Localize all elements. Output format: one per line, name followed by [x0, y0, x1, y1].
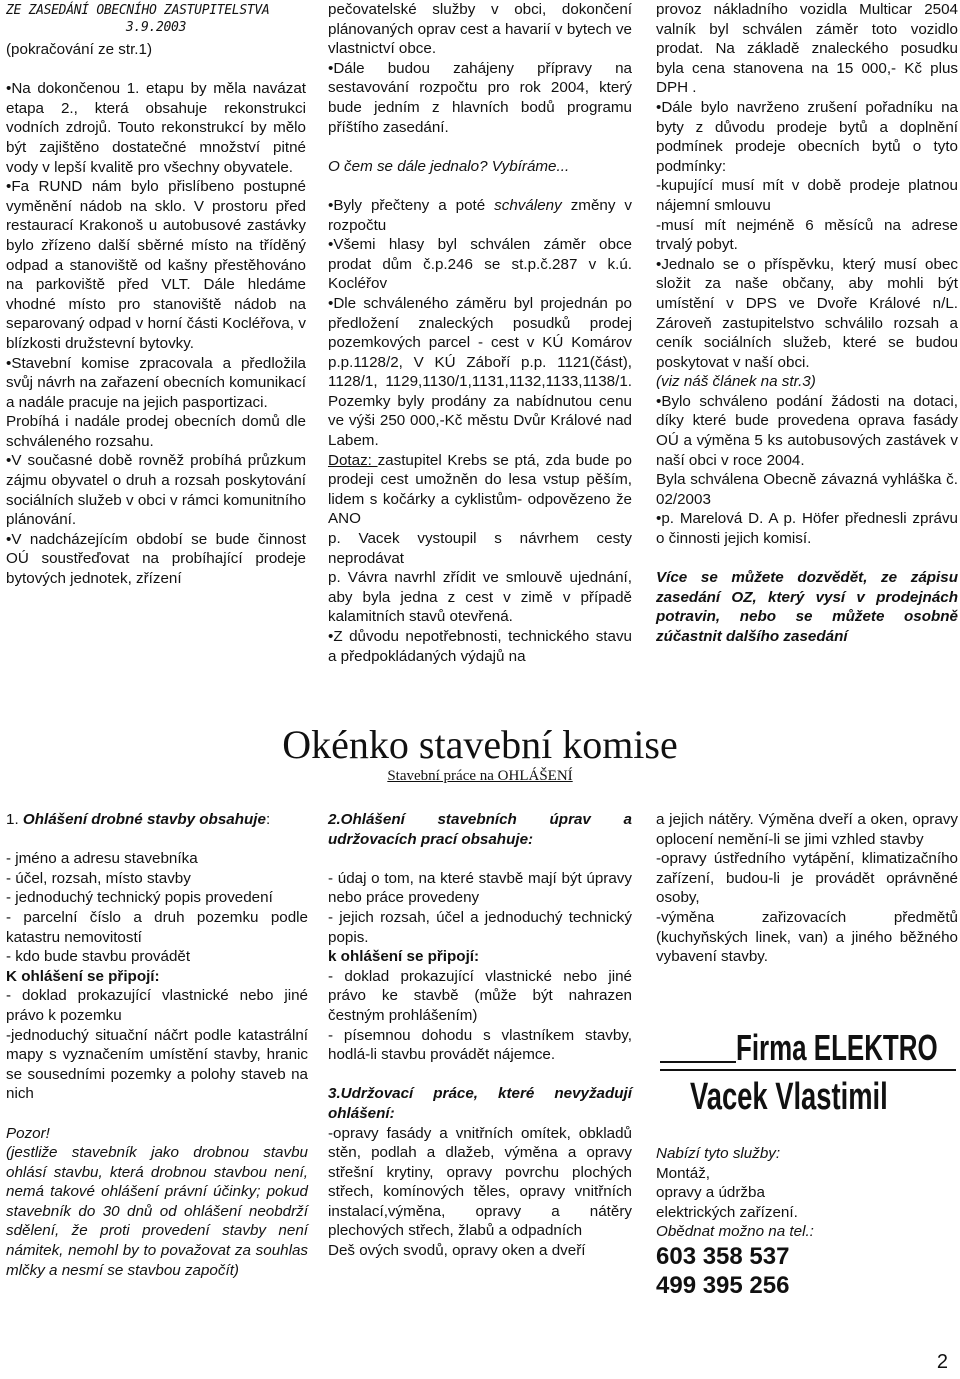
heading-number: 1.	[6, 811, 23, 828]
paragraph: •Dále budou zahájeny přípravy na sestavování rozpočtu pro rok 2004, který bude jedním z hlavních bodů programu příštího zasedání.	[328, 59, 632, 136]
ad-order: Obědnat možno na tel.:	[656, 1223, 814, 1241]
paragraph: Probíhá i nadále prodej obecních domů dle schváleného rozsahu.	[6, 413, 306, 450]
paragraph: •Jednalo se o příspěvku, který musí obec složit za naše občany, aby mohli být umístění v DPS ve Dvoře Králové n/L. Zároveň zastupitelstvo schválilo rozsah a ceník sociálních služeb, které se budou poskytovat v naší obci.	[656, 255, 958, 371]
paragraph: •V současné době rovněž probíhá průzkum zájmu obyvatel o druh a rozsah poskytování sociálních služeb v obci v rámci komunitního plánování.	[6, 452, 306, 529]
ad-underline	[660, 1069, 956, 1071]
paragraph: a jejich nátěry. Výměna dveří a oken, opravy oplocení nemění-li se jimi vzhled stavby	[656, 811, 958, 848]
text: změny v rozpočtu	[328, 196, 632, 234]
list-item: - jejich rozsah, účel a jednoduchý technický popis.	[328, 908, 632, 946]
text: •Byly přečteny a poté	[328, 196, 495, 214]
paragraph: •p. Marelová D. A p. Höfer přednesli zprávu o činnosti jejich komisí.	[656, 510, 958, 548]
ad-service: Montáž,	[656, 1164, 711, 1182]
list-item: - jméno a adresu stavebníka	[6, 850, 198, 868]
list-item: - parcelní číslo a druh pozemku podle katastru nemovitostí	[6, 908, 308, 946]
paragraph	[328, 196, 632, 235]
paragraph: pečovatelské služby v obci, dokončení plánovaných oprav cest a havarií v bytech ve vlastnictví obce.	[328, 1, 632, 58]
ad-person-name: Vacek Vlastimil	[690, 1076, 888, 1118]
paragraph: •Všemi hlasy byl schválen záměr obce prodat dům č.p.246 se st.p.č.287 v k.ú. Kocléřov	[328, 236, 632, 293]
heading-text: Ohlášení drobné stavby obsahuje	[22, 811, 266, 828]
paragraph: -musí mít nejméně 6 měsíců na adrese trvalý pobyt.	[656, 216, 958, 254]
paragraph: -kupující musí mít v době prodeje platnou nájemní smlouvu	[656, 177, 958, 214]
ad-service: elektrických zařízení.	[656, 1203, 798, 1221]
paragraph: -výměna zařizovacích předmětů (kuchyňských linek, van) a jiného běžného vybavení stavby.	[656, 908, 958, 966]
column-top-middle	[328, 0, 632, 666]
paragraph: •V nadcházejícím období se bude činnost OÚ soustřeďovat na probíhající prodeje bytových jednotek, zřízení	[6, 530, 306, 588]
meeting-date: 3.9.2003	[125, 20, 187, 35]
text: schváleny	[494, 196, 562, 214]
list-item: -jednoduchý situační náčrt podle katastrální mapy s vyznačením umístění stavby, hranic se sousedními pozemky a polohy staveb na nich	[6, 1026, 308, 1103]
paragraph: p. Vacek vystoupil s návrhem cesty neprodávat	[328, 530, 632, 567]
paragraph: •Dle schváleného záměru byl projednán po předložení znaleckých posudků prodej pozemkových parcel - cest v KÚ Komárov p.p.1128/2, V KÚ Záboří p.p. 1121(část), 1128/1, 1129,1130/1,1131,1132,1133,1138/1. Pozemky byly prodány za nabídnutou cenu ve výši 250 000,-Kč městu Dvůr Králové nad Labem.	[328, 294, 632, 450]
ad-firm-row	[656, 1028, 958, 1068]
column-top-left	[6, 2, 306, 589]
paragraph: -opravy fasády a vnitřních omítek, obkladů stěn, podlah a dlažeb, výměna a opravy střešní krytiny, opravy povrchu plochých střech, komínových těles, opravy vnitřních instalací,výměna, opravy a nátěry plechových střech, žlabů a odpadních	[328, 1124, 632, 1240]
ad-rule	[660, 1061, 736, 1063]
paragraph: •Dále bylo navrženo zrušení pořadníku na byty z důvodu prodeje bytů a doplnění podmínek prodeje obecních bytů o tyto podmínky:	[656, 98, 958, 175]
ad-phone: 499 395 256	[656, 1271, 790, 1299]
text: zastupitel Krebs se ptá, zda bude po prodeji cest umožněn do lesa vstup pěším, lidem s kočárky a cyklistům- odpovězeno že ANO	[328, 451, 632, 528]
paragraph: •Bylo schváleno podání žádosti na dotaci, díky které bude provedena oprava fasády OÚ a výměna 5 ks autobusových zastávek v naší obci v roce 2004.	[656, 392, 958, 469]
column-bottom-left	[6, 810, 308, 1280]
advertisement	[656, 1028, 958, 1300]
attach-heading: k ohlášení se připojí:	[328, 948, 480, 966]
paragraph: provoz nákladního vozidla Multicar 2504 valník byl schválen záměr toto vozidlo prodat. Na základě znaleckého posudku byla cena stanovena na 15 000,- Kč plus DPH .	[656, 1, 958, 97]
list-item: - písemnou dohodu s vlastníkem stavby, hodlá-li stavbu provádět nájemce.	[328, 1026, 632, 1064]
section-banner-title: Okénko stavební komise	[282, 722, 678, 767]
attach-heading: K ohlášení se připojí:	[6, 967, 160, 985]
section-heading	[6, 810, 308, 830]
paragraph: •Na dokončenou 1. etapu by měla navázat etapa 2., která obsahuje rekonstrukci vodních zdrojů. Touto rekonstrukcí by mělo být zajištěno dostatečné množství pitné vody v lepší kvalitě pro všechny obyvatele.	[6, 80, 306, 176]
paragraph: p. Vávra navrhl zřídit ve smlouvě ujednání, aby byla jedna z cest v zimě v případě kalamitních stavů otevřená.	[328, 569, 632, 626]
question-label: Dotaz:	[328, 451, 378, 469]
paragraph: Byla schválena Obecně závazná vyhláška č. 02/2003	[656, 471, 958, 508]
meeting-title	[6, 2, 306, 36]
ad-firm-name: Firma ELEKTRO	[736, 1027, 938, 1068]
section-heading: 2.Ohlášení stavebních úprav a udržovacích prací obsahuje:	[328, 811, 632, 848]
subtitle-text: Stavební práce na OHLÁŠENÍ	[387, 768, 573, 784]
meeting-title-line1: ZE ZASEDÁNÍ OBECNÍHO ZASTUPITELSTVA	[6, 3, 270, 18]
paragraph: •Z důvodu nepotřebnosti, technického stavu a předpokládaných výdajů na	[328, 628, 632, 665]
paragraph: Deš ových svodů, opravy oken a dveří	[328, 1242, 586, 1260]
paragraph	[328, 451, 632, 529]
list-item: - údaj o tom, na které stavbě mají být úpravy nebo práce provedeny	[328, 869, 632, 907]
ad-phone: 603 358 537	[656, 1242, 790, 1270]
list-item: - jednoduchý technický popis provedení	[6, 889, 273, 907]
section-heading: O čem se dále jednalo? Vybíráme...	[328, 157, 570, 175]
closing-note: Více se můžete dozvědět, ze zápisu zasedání OZ, který vysí v prodejnách potravin, nebo se můžete osobně zúčastnit dalšího zasedání	[656, 569, 958, 645]
section-banner-subtitle	[260, 767, 700, 785]
ad-offer: Nabízí tyto služby:	[656, 1145, 781, 1162]
warning-title: Pozor!	[6, 1124, 50, 1142]
list-item: - účel, rozsah, místo stavby	[6, 869, 191, 887]
article-reference: (viz náš článek na str.3)	[656, 373, 816, 391]
paragraph: •Fa RUND nám bylo přislíbeno postupné vyměnění nádob na sklo. V prostoru před restaurací Krakonoš u autobusové zastávky bylo zřízeno další sběrné místo na tříděný odpad a stanoviště od kašny přestěhováno na parkoviště před VLT. Dále hledáme vhodné místo pro stanoviště nádob na separovaný odpad v horní části Kocléřova, v blízkosti družstevní bytovky.	[6, 178, 306, 352]
list-item: - doklad prokazující vlastnické nebo jiné právo ke stavbě (může být nahrazen čestným prohlášením)	[328, 967, 632, 1024]
column-bottom-middle	[328, 810, 632, 1261]
page-number: 2	[936, 1351, 948, 1373]
warning-text: (jestliže stavebník jako drobnou stavbu ohlásí stavbu, která drobnou stavbou není, nemá takové ohlášení právní účinky; pokud stavebník do 30 dnů od ohlášení neobdrží sdělení, že proti provedení stavby není námitek, nemohl by to považovat za souhlas mlčky a nesmí se stavbou započít)	[6, 1144, 308, 1279]
continued-note: (pokračování ze str.1)	[6, 41, 153, 58]
list-item: - kdo bude stavbu provádět	[6, 948, 191, 966]
paragraph: -opravy ústředního vytápění, klimatizačního zařízení, budou-li je provádět oprávněné osoby,	[656, 850, 958, 907]
list-item: - doklad prokazující vlastnické nebo jiné právo k pozemku	[6, 987, 308, 1024]
section-heading: 3.Udržovací práce, které nevyžadují ohlášení:	[328, 1085, 632, 1122]
heading-colon: :	[265, 811, 271, 828]
column-top-right	[656, 0, 958, 647]
paragraph: •Stavební komise zpracovala a předložila svůj návrh na zařazení obecních komunikací a nadále pracuje na jejich pasportizaci.	[6, 354, 306, 411]
column-bottom-right	[656, 810, 958, 967]
ad-service: opravy a údržba	[656, 1184, 765, 1202]
